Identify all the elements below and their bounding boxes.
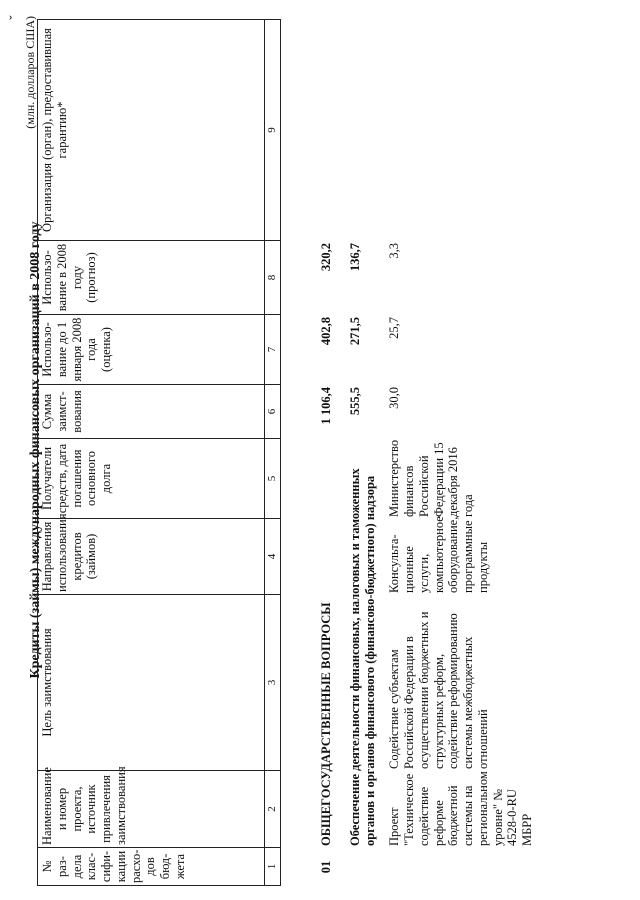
project-directions: Консульта-ционные услуги, компьютерное оборудование, программные продукты (387, 516, 490, 593)
project-purpose: Содействие субъектам Российской Федерации в осуществлении бюджетных и структурных реформ, содействие реформированию системы межбюджетных отношений (387, 611, 490, 769)
project-recipient: Министерство финансов Российской Федерации 15 декабря 2016 года (387, 439, 475, 517)
subsection-row (347, 20, 379, 886)
units-note: (млн. долларов США) (23, 16, 37, 129)
subsection-name: Обеспечение деятельности финансовых, налоговых и таможенных органов и органов финансового (финансово-бюджетного) надзора (347, 468, 377, 846)
col-number: 4 (265, 519, 281, 595)
col-number: 5 (265, 439, 281, 519)
col-header-recipients: Получатели средств, дата погашения основного долга (38, 439, 265, 519)
col-header-purpose: Цель заимствования (38, 595, 265, 771)
section-row (318, 20, 335, 886)
section-used-2008: 320,2 (319, 243, 333, 272)
section-used-before: 402,8 (319, 317, 333, 346)
col-header-used-2008: Использо-вание в 2008 году (прогноз) (38, 241, 265, 315)
project-used-before: 25,7 (387, 317, 402, 339)
col-header-directions: Направления использования кредитов (займов) (38, 519, 265, 595)
subsection-sum: 555,5 (347, 387, 362, 416)
col-header-guarantor: Организация (орган), предоставившая гарантию* (38, 20, 265, 241)
subsection-used-2008: 136,7 (347, 243, 362, 272)
col-header-used-before: Использо-вание до 1 января 2008 года (оценка) (38, 315, 265, 385)
corner-mark: ˇ (8, 15, 23, 20)
project-used-2008: 3,3 (387, 243, 402, 259)
col-number: 8 (265, 241, 281, 315)
subsection-used-before: 271,5 (347, 317, 362, 346)
header-table (37, 19, 281, 886)
project-sum: 30,0 (387, 387, 402, 409)
col-number: 7 (265, 315, 281, 385)
col-number: 3 (265, 595, 281, 771)
col-number: 1 (265, 848, 281, 886)
body-table (318, 20, 536, 886)
project-row (386, 20, 536, 886)
page-title: Кредиты (займы) международных финансовых организаций в 2008 году (28, 221, 43, 679)
project-name: Проект "Техническое содействие реформе бюджетной системы на региональном уровне" № 4528-0-RU МБРР (387, 771, 534, 846)
col-number: 9 (265, 20, 281, 241)
col-number: 6 (265, 385, 281, 439)
col-header-section: № раз-дела клас-сифи-кации расхо-дов бюд-жета (38, 848, 265, 886)
section-sum: 1 106,4 (319, 387, 333, 425)
section-name: ОБЩЕГОСУДАРСТВЕННЫЕ ВОПРОСЫ (319, 602, 333, 846)
col-header-sum: Сумма заимст-вования (38, 385, 265, 439)
col-number: 2 (265, 771, 281, 848)
col-header-project: Наименование и номер проекта, источник привлечения заимствования (38, 771, 265, 848)
section-code: 01 (319, 860, 333, 874)
